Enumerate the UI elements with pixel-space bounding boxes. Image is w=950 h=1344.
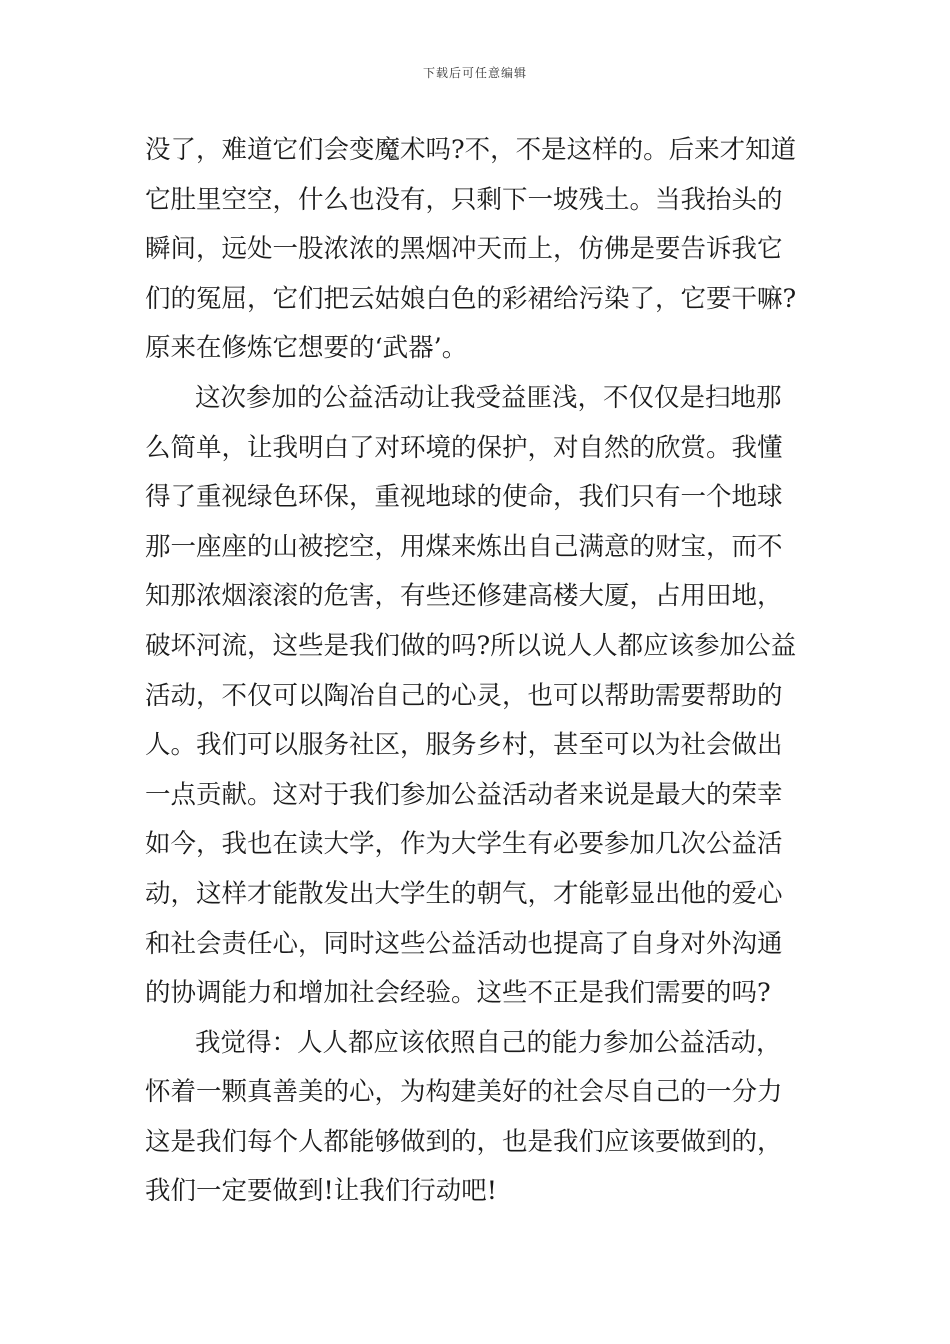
text-line: 我觉得：人人都应该依照自己的能力参加公益活动， bbox=[195, 1027, 782, 1058]
text-line: 么简单，让我明白了对环境的保护，对自然的欣赏。我懂 bbox=[145, 432, 783, 463]
text-line: 活动，不仅可以陶冶自己的心灵，也可以帮助需要帮助的 bbox=[145, 680, 783, 711]
text-line: 破坏河流，这些是我们做的吗?所以说人人都应该参加公益 bbox=[145, 630, 797, 661]
text-line: 瞬间，远处一股浓浓的黑烟冲天而上，仿佛是要告诉我它 bbox=[145, 234, 783, 265]
text-line: 我们一定要做到!让我们行动吧! bbox=[145, 1176, 497, 1207]
text-line: 怀着一颗真善美的心，为构建美好的社会尽自己的一分力 bbox=[145, 1077, 783, 1108]
text-line: 没了，难道它们会变魔术吗?不，不是这样的。后来才知道 bbox=[145, 135, 797, 165]
text-line: 动，这样才能散发出大学生的朝气，才能彰显出他的爱心 bbox=[145, 878, 783, 909]
text-line: 们的冤屈，它们把云姑娘白色的彩裙给污染了，它要干嘛? bbox=[145, 283, 797, 314]
text-line: 那一座座的山被挖空，用煤来炼出自己满意的财宝，而不 bbox=[145, 531, 783, 562]
text-line: 这是我们每个人都能够做到的，也是我们应该要做到的， bbox=[145, 1126, 783, 1157]
text-line: 它肚里空空，什么也没有，只剩下一坡残土。当我抬头的 bbox=[145, 184, 783, 215]
document-body bbox=[145, 126, 807, 1217]
text-line: 和社会责任心，同时这些公益活动也提高了自身对外沟通 bbox=[145, 928, 783, 959]
text-line: 知那浓烟滚滚的危害，有些还修建高楼大厦，占用田地， bbox=[145, 581, 783, 612]
text-line: 一点贡献。这对于我们参加公益活动者来说是最大的荣幸 bbox=[145, 779, 783, 810]
text-line: 得了重视绿色环保，重视地球的使命，我们只有一个地球 bbox=[145, 482, 783, 513]
text-line: 原来在修炼它想要的‘武器’。 bbox=[145, 333, 468, 364]
text-line: 人。我们可以服务社区，服务乡村，甚至可以为社会做出 bbox=[145, 730, 783, 761]
text-line: 这次参加的公益活动让我受益匪浅，不仅仅是扫地那 bbox=[195, 382, 782, 413]
page-header: 下载后可任意编辑 bbox=[422, 66, 527, 80]
text-line: 的协调能力和增加社会经验。这些不正是我们需要的吗? bbox=[145, 978, 771, 1009]
text-line: 如今，我也在读大学，作为大学生有必要参加几次公益活 bbox=[145, 829, 783, 860]
